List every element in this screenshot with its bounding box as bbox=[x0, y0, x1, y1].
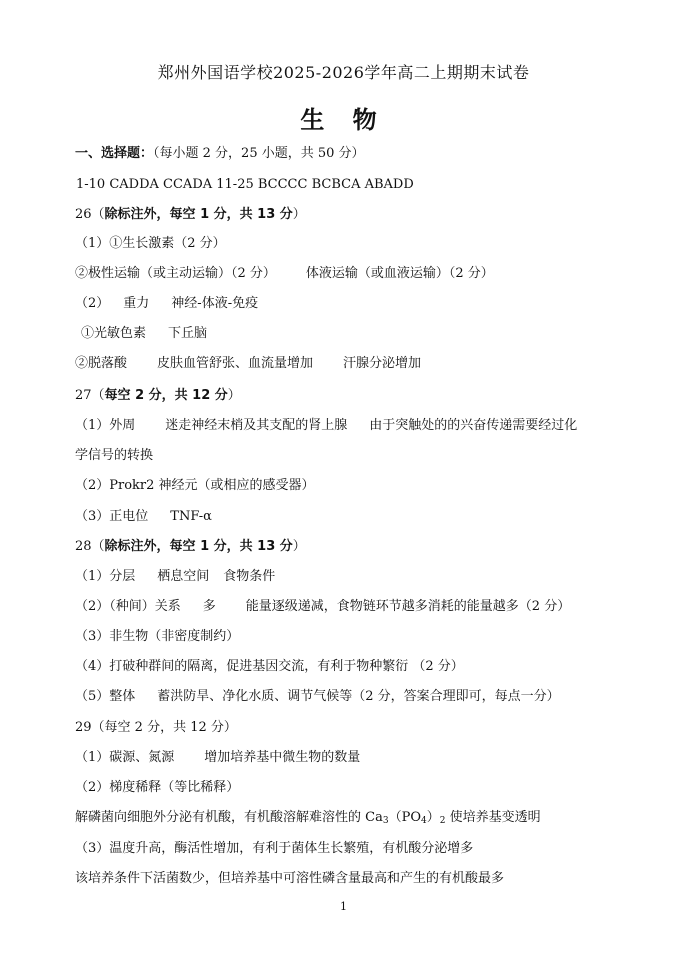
q26-part1-answers bbox=[75, 265, 494, 283]
answer-text: 汗腺分泌增加 bbox=[343, 356, 422, 371]
answer-text: 重力 bbox=[123, 296, 150, 311]
q26-number: 26（ bbox=[75, 207, 105, 222]
q26-scoring: 除标注外，每空 1 分，共 13 分 bbox=[104, 207, 293, 222]
answer-text: TNF-α bbox=[170, 509, 212, 524]
subject-title: 生 物 bbox=[300, 106, 387, 134]
choice-answers: 1-10 CADDA CCADA 11-25 BCCCC BCBCA ABADD bbox=[76, 177, 414, 192]
q28-part5 bbox=[75, 688, 560, 706]
answer-text: 栖息空间 bbox=[157, 569, 210, 584]
q29-heading: 29（每空 2 分，共 12 分） bbox=[75, 720, 237, 735]
answer-text: 增加培养基中微生物的数量 bbox=[204, 750, 361, 765]
answer-text: （5）整体 bbox=[75, 689, 136, 704]
q27-heading bbox=[75, 387, 241, 405]
q28-close: ） bbox=[292, 539, 306, 554]
q28-part3: （3）非生物（非密度制约） bbox=[75, 629, 240, 644]
q29-part3-cont: 该培养条件下活菌数少，但培养基中可溶性磷含量最高和产生的有机酸最多 bbox=[75, 871, 505, 886]
subscript: 3 bbox=[382, 816, 389, 826]
q28-part2 bbox=[75, 598, 570, 616]
q26-heading bbox=[75, 206, 306, 224]
q26-part1: （1）①生长激素（2 分） bbox=[75, 236, 226, 251]
answer-text: 皮肤血管舒张、血流量增加 bbox=[157, 356, 314, 371]
q26-part2-sub2 bbox=[75, 355, 421, 373]
q27-part1-cont: 学信号的转换 bbox=[75, 448, 154, 463]
answer-text: （1）分层 bbox=[75, 569, 136, 584]
answer-text: 体液运输（或血液运输）（2 分） bbox=[305, 266, 494, 281]
section-note: （每小题 2 分，25 小题，共 50 分） bbox=[153, 146, 365, 161]
answer-text: （1）碳源、氮源 bbox=[75, 750, 175, 765]
answer-text: （2）（种间）关系 bbox=[75, 599, 181, 614]
q27-scoring: 每空 2 分，共 12 分 bbox=[104, 388, 228, 403]
q27-number: 27（ bbox=[75, 388, 105, 403]
answer-text: （PO bbox=[388, 810, 421, 825]
q26-close: ） bbox=[292, 207, 306, 222]
part-number: （2） bbox=[75, 296, 110, 311]
q27-part2: （2）Prokr2 神经元（或相应的感受器） bbox=[75, 478, 315, 493]
subscript: 2 bbox=[439, 816, 446, 826]
answer-text: 使培养基变透明 bbox=[445, 810, 541, 825]
answer-text: 解磷菌向细胞外分泌有机酸，有机酸溶解难溶性的 Ca bbox=[75, 810, 383, 825]
answer-text: 迷走神经末梢及其支配的肾上腺 bbox=[165, 418, 348, 433]
q28-part4: （4）打破种群间的隔离，促进基因交流，有利于物种繁衍 （2 分） bbox=[75, 659, 464, 674]
section-label: 一、选择题： bbox=[75, 146, 154, 161]
page-number: 1 bbox=[340, 900, 347, 913]
answer-text: （3）正电位 bbox=[75, 509, 149, 524]
q27-part3 bbox=[75, 508, 212, 526]
exam-title: 郑州外国语学校2025-2026学年高二上期期末试卷 bbox=[157, 63, 530, 82]
q28-part1 bbox=[75, 568, 275, 586]
q26-part2 bbox=[75, 295, 258, 313]
q29-part2: （2）梯度稀释（等比稀释） bbox=[75, 780, 240, 795]
q28-scoring: 除标注外，每空 1 分，共 13 分 bbox=[104, 539, 293, 554]
answer-text: 神经-体液-免疫 bbox=[171, 296, 259, 311]
q29-part1 bbox=[75, 749, 360, 767]
answer-text: 能量逐级递减，食物链环节越多消耗的能量越多（2 分） bbox=[245, 599, 571, 614]
q27-part1 bbox=[75, 417, 577, 435]
answer-text: ①光敏色素 bbox=[81, 326, 147, 341]
answer-text: （1）外周 bbox=[75, 418, 136, 433]
answer-text: 食物条件 bbox=[223, 569, 276, 584]
q29-part2-explanation bbox=[75, 809, 541, 830]
q29-part3: （3）温度升高，酶活性增加，有利于菌体生长繁殖，有机酸分泌增多 bbox=[75, 841, 474, 856]
answer-text: ②极性运输（或主动运输）（2 分） bbox=[75, 266, 276, 281]
answer-text: ②脱落酸 bbox=[75, 356, 128, 371]
answer-text: 蓄洪防旱、净化水质、调节气候等（2 分，答案合理即可，每点一分） bbox=[157, 689, 560, 704]
q28-number: 28（ bbox=[75, 539, 105, 554]
subscript: 4 bbox=[420, 816, 427, 826]
section-one-heading bbox=[75, 145, 365, 163]
answer-text: ） bbox=[426, 810, 440, 825]
answer-text: 由于突触处的的兴奋传递需要经过化 bbox=[369, 418, 578, 433]
q28-heading bbox=[75, 538, 306, 556]
q26-part2-sub1 bbox=[81, 325, 207, 343]
q27-close: ） bbox=[227, 388, 241, 403]
answer-text: 下丘脑 bbox=[168, 326, 208, 341]
answer-text: 多 bbox=[202, 599, 216, 614]
